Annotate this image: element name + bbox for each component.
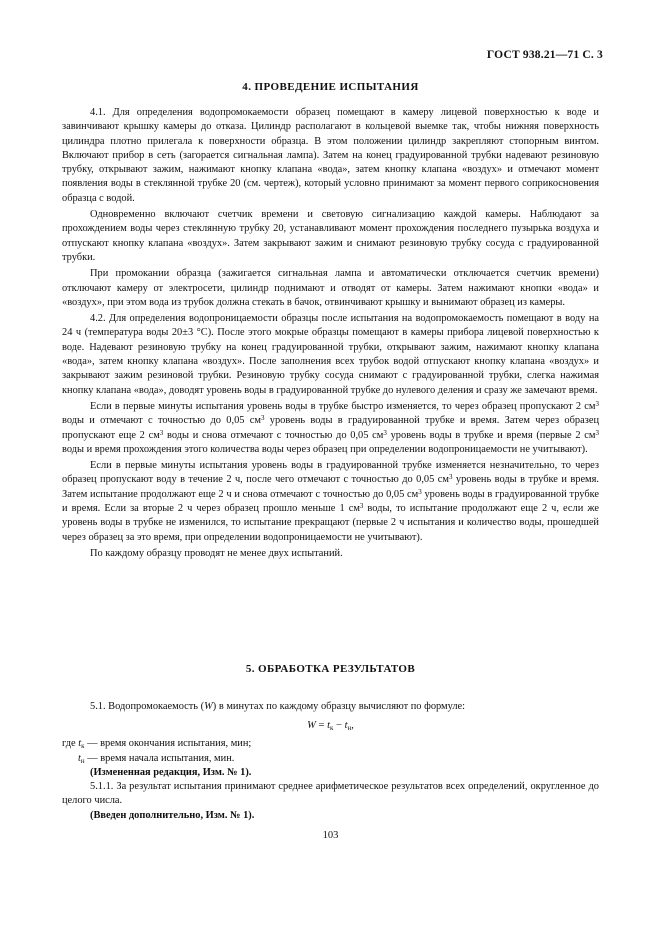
paragraph-4-2: 4.2. Для определения водопроницаемости образцы после испытания на водопромокаемость помещают в воду на 24 ч (температура воды 20±3 °С). После этого мокрые образцы помещают в камеры прибора лицевой поверхностью к воде. Надевают резиновую трубку на конец градуированной трубки, открывают зажим, нажимают кнопку клапана «вода», затем кнопку клапана «воздух». После заполнения всех трубок водой отпускают кнопку клапана «воздух» и закрывают зажим резиновой трубки. Резиновую трубку сосуда снимают с градуированной трубки, слегка нажимая кнопку клапана «вода», доводят уровень воды в градуированной трубке до нулевого деления и сразу же замечают время. xyxy=(62,313,599,396)
section-4-body xyxy=(62,106,599,561)
amended-note: (Измененная редакция, Изм. № 1). xyxy=(90,767,252,778)
page-number: 103 xyxy=(322,830,339,841)
formula: $W = t_к - t_н$, xyxy=(307,720,354,732)
paragraph-4-2-count: По каждому образцу проводят не менее двух испытаний. xyxy=(90,547,343,559)
introduced-note: (Введен дополнительно, Изм. № 1). xyxy=(90,810,255,821)
paragraph-4-1: 4.1. Для определения водопромокаемости образец помещают в камеру лицевой поверхностью к воде и завинчивают крышку камеры до отказа. Цилиндр располагают в кольцевой выемке так, чтобы нижняя поверхность цилиндра плотно прилегала к поверхности образца. В этом положении цилиндр закрепляют стопорным винтом. Включают прибор в сеть (загорается сигнальная лампа). Затем на конец градуированной трубки надевают резиновую трубку, открывают зажим, нажимают кнопку клапана «вода», затем кнопку клапана «воздух» и отмечают момент появления воды в стеклянной трубке 20 (см. чертеж), который условно принимают за момент первого соприкосновения образца с водой. xyxy=(62,107,599,204)
paragraph-5-1: 5.1. Водопромокаемость (W) в минутах по каждому образцу вычисляют по формуле: xyxy=(90,701,466,712)
paragraph-4-2-slow: Если в первые минуты испытания уровень воды в градуированной трубке изменяется незначительно, то через образец пропускают воду в течение 2 ч, после чего отмечают с точностью до 0,05 $см^3$ уровень воды в трубке и время. Затем испытание продолжают еще 2 ч и снова отмечают с точностью до 0,05 $см^3$ уровень воды в градуированной трубке и время. Если за вторые 2 ч через образец прошло меньше 1 $см^3$ воды, то испытание продолжают еще 2 ч, если же уровень воды в трубке не изменился, то испытание прекращают (первые 2 ч испытания и количество воды, прошедшей через образец за это время, при определении водопроницаемости не учитывают). xyxy=(62,460,600,543)
where-line-1: где $t_к$ — время окончания испытания, мин; xyxy=(62,738,252,750)
where-line-2: $t_н$ — время начала испытания, мин. xyxy=(78,753,235,765)
section-4-heading: 4. ПРОВЕДЕНИЕ ИСПЫТАНИЯ xyxy=(242,81,419,93)
page-header: ГОСТ 938.21—71 С. 3 xyxy=(486,49,603,61)
paragraph-5-1-1: 5.1.1. За результат испытания принимают среднее арифметическое результатов всех определений, округленное до целого числа. xyxy=(62,781,599,807)
paragraph-4-1-wetting: При промокании образца (зажигается сигнальная лампа и автоматически отключается счетчик времени) отключают камеру от электросети, цилиндр поднимают и отводят от камеры. Затем нажимают кнопки «вода» и «воздух», при этом вода из трубок должна стекать в бачок, отвинчивают крышку и вынимают образец из камеры. xyxy=(62,268,599,308)
section-5-heading: 5. ОБРАБОТКА РЕЗУЛЬТАТОВ xyxy=(245,663,416,675)
paragraph-4-2-fast: Если в первые минуты испытания уровень воды в трубке быстро изменяется, то через образец пропускают 2 $см^3$ воды и отмечают с точностью до 0,05 $см^3$ уровень воды в градуированной трубке и время. Затем через образец пропускают еще 2 $см^3$ воды и снова отмечают с точностью до 0,05 $см^3$ уровень воды в трубке и время (первые 2 $см^3$ воды и время прохождения этого количества воды через образец при определении водопроницаемости не учитывают). xyxy=(62,399,600,455)
paragraph-4-1-cont: Одновременно включают счетчик времени и световую сигнализацию каждой камеры. Наблюдают за прохождением воды через стеклянную трубку 20, устанавливают момент прохождения последнего пузырька воздуха и отпускают кнопку клапана «воздух». Затем закрывают зажим и снимают резиновую трубку сосуда с градуированной трубки. xyxy=(62,209,599,263)
